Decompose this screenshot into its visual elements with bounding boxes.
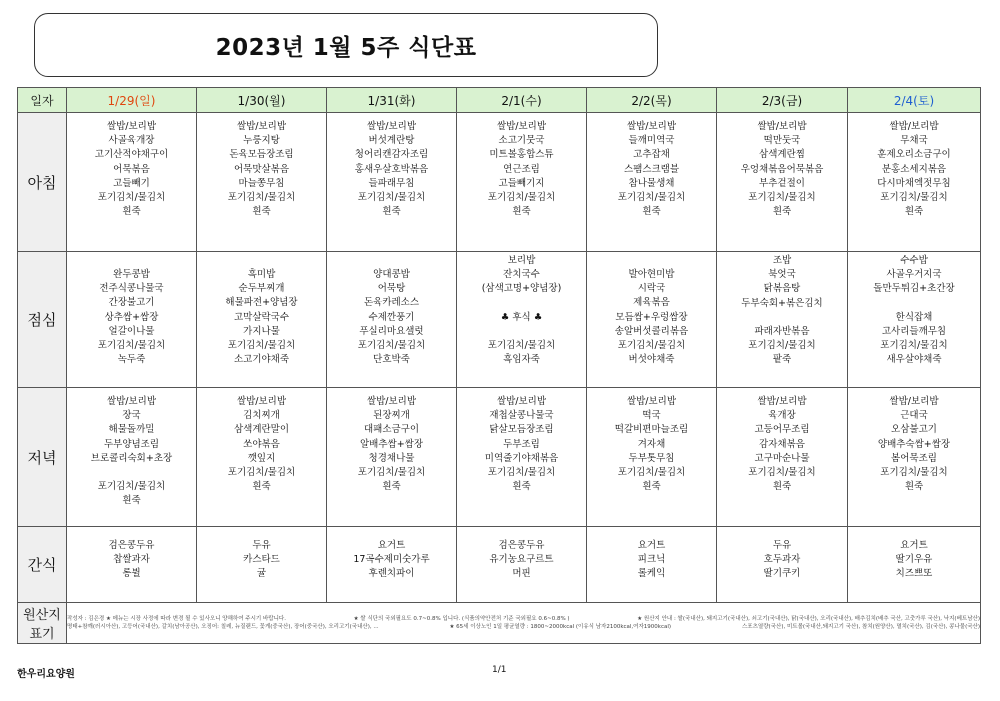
menu-item: 두유 [772, 540, 792, 551]
menu-item [717, 311, 847, 325]
menu-item: 쌀밥/보리밥 [889, 121, 939, 132]
menu-item: 포기김치/물김치 [227, 192, 296, 204]
menu-item: 떡갈비편마늘조림 [614, 424, 689, 436]
menu-item: 알배추쌈+쌈장 [359, 438, 424, 450]
menu-item: 포기김치/물김치 [748, 340, 816, 352]
menu-item: 훈제오리소금구이 [877, 149, 951, 161]
day-header: 1/30(월) [197, 88, 327, 113]
menu-item: 참나물생채 [628, 177, 675, 189]
lunch-cell [197, 252, 327, 388]
menu-item: 포기김치/물김치 [357, 192, 426, 204]
menu-table [17, 87, 981, 644]
snack-cell [848, 527, 981, 603]
menu-item: 포기김치/물김치 [227, 340, 296, 352]
menu-item: 흰죽 [642, 206, 661, 218]
menu-item: 고막살락국수 [233, 311, 290, 323]
menu-item: 시락국 [637, 283, 666, 295]
menu-item: 포기김치/물김치 [97, 192, 166, 204]
menu-item: 포기김치/물김치 [357, 340, 426, 352]
breakfast-cell [327, 113, 457, 252]
dinner-cell [327, 388, 457, 527]
menu-item: 흰죽 [904, 206, 924, 218]
menu-item: 버섯야채죽 [628, 354, 675, 366]
origin-notes [67, 603, 981, 644]
menu-item: 떡만둣국 [763, 135, 801, 147]
snack-cell [717, 527, 848, 603]
breakfast-row [18, 113, 981, 252]
menu-item: 완두콩밥 [113, 269, 150, 280]
menu-item: 흰죽 [512, 481, 531, 493]
menu-item: 두부숙회+볶은김치 [741, 297, 823, 309]
menu-item: 머핀 [512, 568, 531, 580]
menu-item: 롤케익 [637, 568, 666, 580]
breakfast-cell [457, 113, 587, 252]
menu-item: 검은콩두유 [108, 540, 155, 551]
menu-item: 돈육모듬장조림 [229, 149, 294, 161]
menu-item: 미트볼홍합스튜 [489, 149, 554, 161]
menu-item: 스팸스크램블 [623, 163, 680, 175]
lunch-cell [848, 252, 981, 388]
menu-item: 고사리들깨무침 [881, 325, 947, 337]
dinner-row [18, 388, 981, 527]
menu-item: 쌀밥/보리밥 [757, 396, 807, 407]
menu-item: 떡국 [642, 410, 661, 422]
menu-item: 가지나물 [243, 325, 280, 337]
menu-item: 쌀밥/보리밥 [236, 396, 287, 407]
menu-item: 딸기우유 [895, 554, 933, 566]
menu-item: 봄어묵조림 [891, 452, 937, 464]
breakfast-cell [197, 113, 327, 252]
menu-item: 순두부찌개 [238, 283, 285, 295]
menu-item: 새우살야채죽 [886, 354, 942, 366]
menu-item: 후렌치파이 [368, 568, 415, 580]
title-box [34, 13, 658, 77]
menu-item: 파래자반볶음 [754, 325, 810, 337]
menu-item: 흰죽 [382, 206, 401, 218]
menu-item: 삼색계란말이 [233, 424, 290, 436]
menu-item: ♣ 후식 ♣ [500, 311, 543, 323]
menu-item: 돈육카레소스 [363, 297, 420, 309]
menu-item: 흰죽 [382, 481, 401, 493]
menu-item: 우엉채볶음어묵볶음 [740, 163, 824, 175]
menu-item: 간장불고기 [108, 297, 155, 309]
menu-item: 흰죽 [122, 206, 141, 218]
lunch-row [18, 252, 981, 388]
menu-item: 고들빼기지 [498, 177, 545, 189]
menu-item: 두유 [252, 540, 271, 551]
menu-item: 연근조림 [503, 163, 540, 175]
menu-item: 소고기뭇국 [498, 135, 545, 147]
menu-item [457, 297, 586, 311]
menu-item [327, 254, 456, 268]
dinner-cell [848, 388, 981, 527]
menu-item: 김치찌개 [243, 410, 280, 422]
menu-item: 흰죽 [512, 206, 531, 218]
menu-item: 포기김치/물김치 [487, 467, 556, 479]
menu-item [848, 297, 980, 311]
day-header: 2/1(수) [457, 88, 587, 113]
menu-item: 포기김치/물김치 [880, 192, 948, 204]
page-number: 1/1 [492, 665, 507, 675]
menu-item: 고추잡채 [633, 149, 670, 161]
menu-item: 닭살모듬장조림 [489, 424, 554, 436]
menu-item: 어묵볶음 [113, 163, 150, 175]
menu-item: 해물돌까밀 [108, 424, 155, 436]
menu-item: 피크닉 [637, 554, 666, 566]
menu-item: 팥죽 [772, 354, 792, 366]
menu-item: 두부조림 [503, 438, 540, 450]
menu-item: 양배추숙쌈+쌈장 [877, 438, 951, 450]
menu-item: 포기김치/물김치 [880, 340, 948, 352]
menu-item: 쌀밥/보리밥 [236, 121, 287, 132]
menu-item: 포기김치/물김치 [227, 467, 296, 479]
menu-item: 포기김치/물김치 [617, 192, 686, 204]
menu-item: 미역줄기야채볶음 [484, 452, 559, 464]
menu-item: 보리밥 [507, 255, 536, 266]
menu-item: 포기김치/물김치 [487, 339, 556, 351]
breakfast-cell [717, 113, 848, 252]
menu-item: 흰죽 [904, 481, 924, 493]
menu-item: 제육볶음 [633, 297, 670, 309]
snack-cell [587, 527, 717, 603]
dinner-cell [67, 388, 197, 527]
lunch-cell [717, 252, 848, 388]
snack-row [18, 527, 981, 603]
menu-item [457, 325, 586, 339]
menu-item: 잔치국수 [503, 269, 540, 281]
menu-item: 포기김치/물김치 [617, 340, 686, 352]
menu-item: 얼갈이나물 [108, 325, 155, 337]
menu-item: 고구마순나물 [754, 452, 810, 464]
day-header: 2/2(목) [587, 88, 717, 113]
origin-row [18, 603, 981, 644]
breakfast-cell [587, 113, 717, 252]
menu-item: 녹두죽 [117, 354, 146, 366]
menu-item: 포기김치/물김치 [97, 340, 166, 352]
menu-item: 누룽지탕 [243, 135, 280, 147]
menu-item: 요거트 [900, 540, 928, 551]
menu-item: 흰죽 [642, 481, 661, 493]
menu-item: 홍새우살호박볶음 [354, 163, 429, 175]
breakfast-label: 아침 [18, 113, 67, 252]
menu-item: 들깨미역국 [628, 135, 675, 147]
origin-line [67, 623, 980, 631]
menu-item: 소고기야채죽 [233, 354, 290, 366]
menu-item: 쌀밥/보리밥 [496, 121, 547, 132]
menu-item: 포기김치/물김치 [97, 481, 166, 493]
menu-item: 사골육개장 [108, 135, 155, 147]
menu-item: 부추겉절이 [759, 177, 805, 189]
menu-item: 두부양념조림 [103, 438, 160, 450]
menu-item: 호두과자 [763, 554, 801, 566]
menu-item: 북엇국 [768, 269, 796, 281]
footer-org: 한우리요양원 [17, 669, 75, 680]
origin-label: 원산지 표기 [18, 603, 67, 644]
menu-item: 쌀밥/보리밥 [106, 396, 157, 407]
origin-note: ★ 쌀 식단의 국외필요도 0.7~0.8% 입니다. (식품의약안전처 기준 국외필요 0.6~0.8% ) [353, 616, 570, 622]
menu-item: 쌀밥/보리밥 [757, 121, 807, 132]
menu-item: 수제깐풍기 [368, 311, 415, 323]
menu-item: 모듬쌈+우렁쌈장 [615, 311, 688, 323]
dinner-cell [197, 388, 327, 527]
menu-item: 흑임자죽 [503, 354, 540, 366]
menu-item: 한식잡채 [895, 311, 933, 323]
menu-item: 쌀밥/보리밥 [889, 396, 939, 407]
menu-item: 딸기쿠키 [763, 568, 801, 580]
header-label: 일자 [18, 88, 67, 113]
menu-item: 겨자채 [637, 438, 666, 450]
origin-note: ★ 원산지 안내 : 쌀(국내산), 돼지고기(국내산), 쇠고기(국내산), 닭(국내산), 오리(국내산), 배추김치(배추 국산, 고춧가루 국산), 낙지(베트남산) [637, 616, 980, 622]
origin-note: 명태+참깨(러시아산), 고등어(국내산), 갈치(남아공산), 오징어: 칠레, 뉴질랜드, 꽃게(중국산), 장어(중국산), 오리고기(국내산), ... [67, 624, 379, 630]
menu-item: 포기김치/물김치 [357, 467, 426, 479]
menu-item: 흰죽 [772, 481, 792, 493]
menu-item: 대패소금구이 [363, 424, 420, 436]
day-header: 1/31(화) [327, 88, 457, 113]
menu-item: 닭볶음탕 [763, 283, 801, 295]
menu-item: 쌀밥/보리밥 [626, 396, 677, 407]
menu-item: 요거트 [637, 540, 666, 551]
menu-item [587, 254, 716, 268]
menu-item: 쌀밥/보리밥 [496, 396, 547, 407]
menu-item: 귤 [256, 568, 267, 580]
menu-item: 고등어무조림 [754, 424, 810, 436]
menu-item: 푸실리마요샐럿 [359, 325, 424, 337]
menu-item: 치즈쁘또 [895, 568, 933, 580]
menu-item: 된장찌개 [373, 410, 410, 422]
lunch-cell [457, 252, 587, 388]
menu-item: 해물파전+양념장 [225, 297, 298, 309]
menu-item: 육개장 [768, 410, 796, 422]
menu-item: 버섯계란탕 [368, 135, 415, 147]
menu-item: 청경채나물 [368, 452, 415, 464]
menu-item: 흰죽 [122, 495, 141, 507]
menu-item: 돌만두튀김+초간장 [873, 283, 955, 295]
menu-item: 쌀밥/보리밥 [106, 121, 157, 132]
lunch-cell [327, 252, 457, 388]
menu-item [67, 466, 196, 480]
menu-item: 고기산적야채구이 [94, 149, 169, 161]
snack-label: 간식 [18, 527, 67, 603]
menu-item: 흰죽 [252, 206, 271, 218]
menu-item: 무채국 [900, 135, 928, 147]
snack-cell [457, 527, 587, 603]
menu-item: 삼색계란찜 [759, 149, 805, 161]
menu-item: 상추쌈+쌈장 [104, 311, 159, 323]
menu-item: 카스타드 [243, 554, 280, 566]
origin-note: 스포츠열량(국산), 미트볼(국내산,돼지고기 국산), 참치(원양산), 멸치(국산), 김(국산), 콩나물(국산) [741, 624, 980, 630]
menu-item: 두부톳무침 [628, 452, 675, 464]
menu-item: 감자채볶음 [759, 438, 805, 450]
dinner-cell [587, 388, 717, 527]
menu-item: 흑미밥 [247, 269, 276, 280]
menu-item: 오삼불고기 [891, 424, 937, 436]
menu-item: 찹쌀과자 [113, 554, 150, 566]
lunch-label: 점심 [18, 252, 67, 388]
day-header: 1/29(일) [67, 88, 197, 113]
menu-item: 포기김치/물김치 [487, 192, 556, 204]
menu-item: 청어리캔감자조림 [354, 149, 429, 161]
origin-note: ★ 65세 이상노인 1일 평균열량 : 1800~2000kcal (이유식 남자2100kcal,여자1900kcal) [449, 624, 672, 630]
menu-item: 양대콩밥 [373, 269, 410, 280]
page-title: 2023년 1월 5주 식단표 [215, 34, 477, 61]
menu-item: 전주식콩나물국 [99, 283, 164, 295]
lunch-cell [587, 252, 717, 388]
menu-item: 근대국 [900, 410, 928, 422]
menu-item: 발아현미밥 [628, 269, 675, 280]
menu-item: 쌀밥/보리밥 [626, 121, 677, 132]
menu-item [197, 254, 326, 268]
menu-item: 다시마채엑젓무침 [877, 177, 951, 189]
menu-item: 17곡수제미숫가루 [353, 554, 430, 566]
menu-item: 고들빼기 [113, 177, 150, 189]
menu-item: 분홍소세지볶음 [881, 163, 947, 175]
menu-item: 쌀밥/보리밥 [366, 121, 417, 132]
menu-item [67, 254, 196, 268]
header-row [18, 88, 981, 113]
menu-item: 쌀밥/보리밥 [366, 396, 417, 407]
menu-item: 조밥 [772, 255, 792, 266]
dinner-cell [457, 388, 587, 527]
menu-item: 브로콜리숙회+초장 [90, 452, 173, 464]
menu-item: 송알버섯콜리볶음 [614, 325, 689, 337]
menu-item: 롱뷜 [122, 568, 141, 580]
menu-item: 장국 [122, 410, 141, 422]
menu-item: 흰죽 [252, 481, 271, 493]
day-header: 2/3(금) [717, 88, 848, 113]
menu-item: 들파래무침 [368, 177, 415, 189]
menu-item: 재첩살콩나물국 [489, 410, 554, 422]
menu-item: 단호박죽 [373, 354, 410, 366]
menu-item: 마늘쫑무침 [238, 177, 285, 189]
menu-item: 깻잎지 [247, 452, 276, 464]
menu-item: 사골우거지국 [886, 269, 942, 281]
lunch-cell [67, 252, 197, 388]
menu-item: 포기김치/물김치 [617, 467, 686, 479]
menu-item: 검은콩두유 [498, 540, 545, 551]
menu-item: 포기김치/물김치 [748, 467, 816, 479]
snack-cell [67, 527, 197, 603]
snack-cell [197, 527, 327, 603]
menu-item: 어묵탕 [377, 283, 406, 295]
breakfast-cell [67, 113, 197, 252]
menu-item: 어묵맛살볶음 [233, 163, 290, 175]
origin-note: 작성자 : 김은경 ★ 메뉴는 시장 사정에 따라 변경 될 수 있사오니 양해하여 주시기 바랍니다. [67, 616, 286, 622]
dinner-label: 저녁 [18, 388, 67, 527]
menu-item: (삼색고명+양념장) [481, 283, 562, 295]
menu-item: 쏘야볶음 [243, 438, 280, 450]
breakfast-cell [848, 113, 981, 252]
menu-item: 포기김치/물김치 [748, 192, 816, 204]
menu-item: 유기농요구르트 [489, 554, 554, 566]
menu-item: 흰죽 [772, 206, 792, 218]
origin-line [67, 615, 980, 623]
menu-item: 요거트 [377, 540, 406, 551]
menu-item: 수수밥 [900, 255, 928, 266]
dinner-cell [717, 388, 848, 527]
snack-cell [327, 527, 457, 603]
day-header: 2/4(토) [848, 88, 981, 113]
menu-item: 포기김치/물김치 [880, 467, 948, 479]
